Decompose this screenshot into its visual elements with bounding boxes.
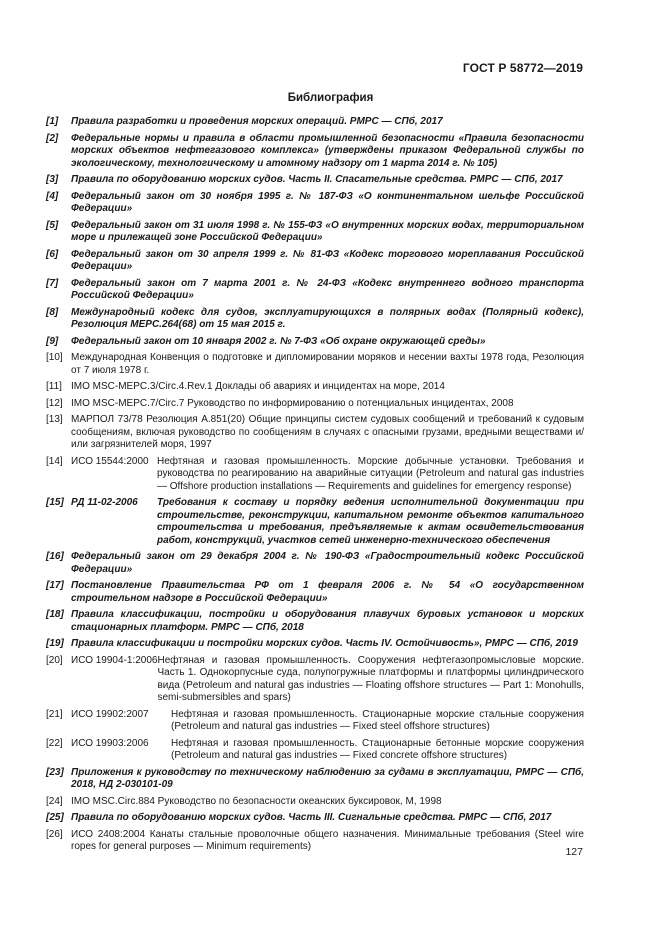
entry-number: [9] — [46, 335, 59, 347]
entry-text: Нефтяная и газовая промышленность. Стационарные бетонные морские сооружения (Petroleum and natural gas industries — Fixed concrete offshore structures) — [171, 737, 584, 761]
entry-number: [7] — [46, 277, 59, 289]
entry-text: Нефтяная и газовая промышленность. Сооружения нефтегазопромысловые морские. Часть 1. Однокорпусные суда, полупогружные платформы и платформы цилиндрического вида (Petroleum and natural gas industries — Floating offshore structures — Part 1: Monohulls, semi-submersibles and spars) — [157, 654, 584, 703]
section-title: Библиография — [287, 92, 374, 104]
bibliography-list — [46, 116, 584, 858]
entry-code: ИСО 19904-1:2006 — [71, 654, 158, 666]
bibliography-entry — [46, 812, 584, 825]
entry-text: Требования к составу и порядку ведения исполнительной документации при строительстве, реконструкции, капитальном ремонте объектов капитального строительства и требования, предъявляемые к актам освидетельствования работ, конструкций, участков сетей инженерно-технического обеспечения — [157, 497, 584, 546]
bibliography-entry — [46, 414, 584, 452]
standard-header: ГОСТ Р 58772—2019 — [462, 61, 583, 75]
entry-text: Нефтяная и газовая промышленность. Морские добычные установки. Требования и руководства по реагированию на аварийные ситуации (Petroleum and natural gas industries — Offshore production installations — Requirements and guidelines for emergency response) — [157, 455, 584, 492]
entry-number: [20] — [46, 654, 63, 666]
entry-code: ИСО 15544:2000 — [71, 455, 149, 467]
bibliography-entry — [46, 220, 584, 245]
entry-number: [3] — [46, 174, 59, 185]
entry-text: IMO MSC-MEPC.7/Circ.7 Руководство по информированию о потенциальных инцидентах, 2008 — [71, 397, 514, 409]
bibliography-entry — [46, 398, 584, 411]
bibliography-entry — [46, 249, 584, 274]
entry-number: [13] — [46, 414, 63, 425]
bibliography-entry — [46, 116, 584, 129]
entry-text: Международная Конвенция о подготовке и дипломировании моряков и несении вахты 1978 года, Резолюция от 7 июля 1978 г. — [71, 352, 584, 376]
entry-code: РД 11-02-2006 — [71, 497, 138, 508]
entry-number: [11] — [46, 381, 62, 392]
entry-number: [26] — [46, 828, 63, 840]
entry-number: [5] — [46, 219, 59, 231]
entry-text: МАРПОЛ 73/78 Резолюция А.851(20) Общие принципы систем судовых сообщений и требований к судовым сообщениям, включая руководство по сообщениям в случаях с опасными грузами, вредными веществами и/или загрязнителей моря, 1997 — [71, 414, 584, 450]
bibliography-entry — [46, 381, 584, 394]
entry-number: [6] — [46, 248, 59, 260]
entry-text: Правила классификации, постройки и оборудования плавучих буровых установок и морских стационарных платформ. РМРС — СПб, 2018 — [71, 609, 584, 633]
bibliography-entry — [46, 307, 584, 332]
page-number: 127 — [565, 846, 583, 858]
bibliography-entry — [46, 551, 584, 576]
bibliography-entry — [46, 278, 584, 303]
bibliography-entry — [46, 767, 584, 792]
entry-number: [16] — [46, 551, 64, 562]
bibliography-entry — [46, 456, 584, 494]
bibliography-entry — [46, 174, 584, 187]
entry-text: Федеральный закон от 31 июля 1998 г. № 155-ФЗ «О внутренних морских водах, территориальном море и прилежащей зоне Российской Федерации» — [71, 219, 584, 243]
entry-text: Постановление Правительства РФ от 1 февраля 2006 г. № 54 «О государственном строительном надзоре в Российской Федерации» — [71, 580, 584, 604]
entry-text: Федеральный закон от 30 апреля 1999 г. № 81-ФЗ «Кодекс торгового мореплавания Российской Федерации» — [71, 248, 584, 272]
entry-number: [17] — [46, 580, 64, 591]
entry-text: Федеральный закон от 10 января 2002 г. № 7-ФЗ «Об охране окружающей среды» — [71, 335, 486, 347]
entry-number: [10] — [46, 352, 63, 363]
entry-text: IMO MSC.Circ.884 Руководство по безопасности океанских буксировок, M, 1998 — [71, 795, 442, 807]
bibliography-entry — [46, 609, 584, 634]
entry-text: Правила классификации и постройки морских судов. Часть IV. Остойчивость», РМРС — СПб, 2019 — [71, 638, 578, 649]
entry-number: [15] — [46, 497, 64, 508]
bibliography-entry — [46, 738, 584, 763]
entry-code: ИСО 19903:2006 — [71, 737, 149, 749]
entry-text: Международный кодекс для судов, эксплуатирующихся в полярных водах (Полярный кодекс), Резолюция MEPC.264(68) от 15 мая 2015 г. — [71, 306, 584, 330]
bibliography-entry — [46, 709, 584, 734]
entry-text: Федеральный закон от 7 марта 2001 г. № 24-ФЗ «Кодекс внутреннего водного транспорта Российской Федерации» — [71, 277, 584, 301]
entry-text: IMO MSC-MEPC.3/Circ.4.Rev.1 Доклады об авариях и инцидентах на море, 2014 — [71, 381, 445, 392]
entry-number: [1] — [46, 116, 59, 127]
entry-number: [12] — [46, 397, 63, 409]
entry-number: [4] — [46, 190, 59, 202]
entry-number: [2] — [46, 132, 59, 144]
entry-number: [8] — [46, 306, 59, 318]
entry-number: [18] — [46, 609, 64, 620]
entry-number: [22] — [46, 737, 63, 749]
entry-number: [24] — [46, 795, 63, 807]
entry-text: Правила по оборудованию морских судов. Часть III. Сигнальные средства. РМРС — СПб, 2017 — [71, 812, 552, 823]
bibliography-entry — [46, 580, 584, 605]
entry-number: [25] — [46, 812, 64, 823]
bibliography-entry — [46, 497, 584, 547]
bibliography-entry — [46, 796, 584, 809]
bibliography-entry — [46, 829, 584, 854]
entry-number: [23] — [46, 766, 64, 778]
entry-text: Нефтяная и газовая промышленность. Стационарные морские стальные сооружения (Petroleum and natural gas industries — Fixed steel offshore structures) — [171, 708, 584, 732]
entry-text: Правила разработки и проведения морских операций. РМРС — СПб, 2017 — [71, 116, 443, 127]
bibliography-entry — [46, 191, 584, 216]
entry-text: Приложения к руководству по техническому наблюдению за судами в эксплуатации, РМРС — СПб, 2018, НД 2-030101-09 — [71, 766, 584, 790]
entry-code: ИСО 19902:2007 — [71, 708, 149, 720]
bibliography-entry — [46, 133, 584, 171]
entry-text: Правила по оборудованию морских судов. Часть II. Спасательные средства. РМРС — СПб, 2017 — [71, 174, 563, 185]
entry-number: [21] — [46, 708, 63, 720]
entry-number: [19] — [46, 638, 64, 649]
entry-text: ИСО 2408:2004 Канаты стальные проволочные общего назначения. Минимальные требования (Steel wire ropes for general purposes — Minimum requirements) — [71, 828, 584, 852]
bibliography-entry — [46, 352, 584, 377]
bibliography-entry — [46, 655, 584, 705]
bibliography-entry — [46, 336, 584, 349]
entry-text: Федеральный закон от 29 декабря 2004 г. № 190-ФЗ «Градостроительный кодекс Российской Федерации» — [71, 551, 584, 575]
bibliography-entry — [46, 638, 584, 651]
entry-text: Федеральный закон от 30 ноября 1995 г. № 187-ФЗ «О континентальном шельфе Российской Федерации» — [71, 190, 584, 214]
entry-number: [14] — [46, 455, 63, 467]
entry-text: Федеральные нормы и правила в области промышленной безопасности «Правила безопасности морских объектов нефтегазового комплекса» (утверждены приказом Федеральной службы по экологическому, технологическому и атомному надзору от 1 марта 2014 г. № 105) — [71, 132, 584, 169]
